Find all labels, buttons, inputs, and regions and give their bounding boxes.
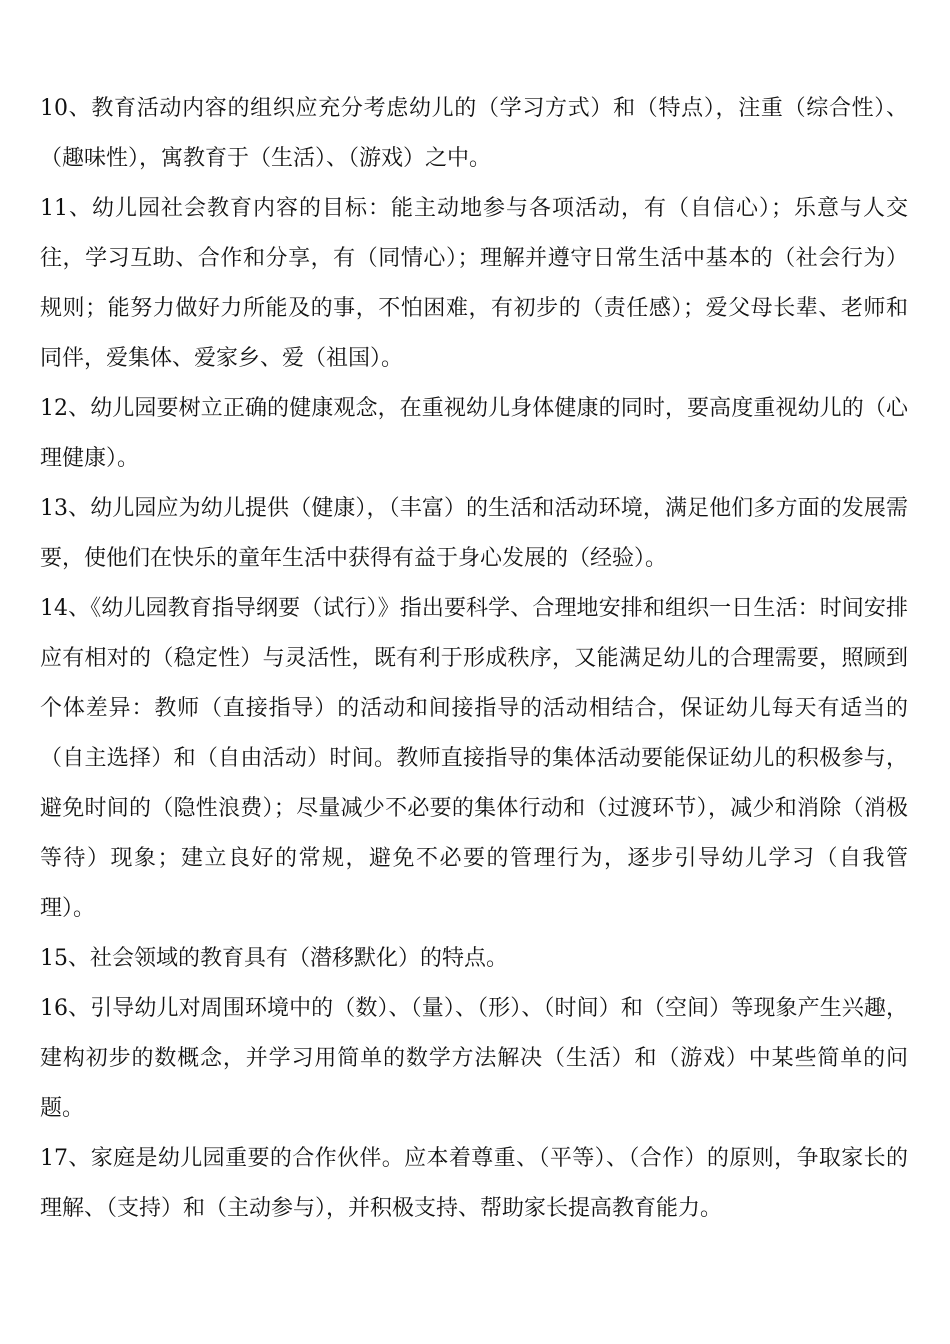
item-11: 11、幼儿园社会教育内容的目标：能主动地参与各项活动，有（自信心）；乐意与人交往，学习互助、合作和分享，有（同情心）；理解并遵守日常生活中基本的（社会行为）规则；能努力做好力所能及的事，不怕困难，有初步的（责任感）；爱父母长辈、老师和同伴，爱集体、爱家乡、爱（祖国）。 bbox=[40, 196, 908, 371]
item-10: 10、教育活动内容的组织应充分考虑幼儿的（学习方式）和（特点），注重（综合性）、（趣味性），寓教育于（生活）、（游戏）之中。 bbox=[40, 96, 908, 171]
item-15: 15、社会领域的教育具有（潜移默化）的特点。 bbox=[40, 946, 508, 971]
item-13: 13、幼儿园应为幼儿提供（健康），（丰富）的生活和活动环境，满足他们多方面的发展需要，使他们在快乐的童年生活中获得有益于身心发展的（经验）。 bbox=[40, 496, 908, 571]
item-12: 12、幼儿园要树立正确的健康观念，在重视幼儿身体健康的同时，要高度重视幼儿的（心理健康）。 bbox=[40, 396, 908, 471]
item-17: 17、家庭是幼儿园重要的合作伙伴。应本着尊重、（平等）、（合作）的原则，争取家长的理解、（支持）和（主动参与），并积极支持、帮助家长提高教育能力。 bbox=[40, 1146, 908, 1221]
item-14: 14、《幼儿园教育指导纲要（试行）》指出要科学、合理地安排和组织一日生活：时间安排应有相对的（稳定性）与灵活性，既有利于形成秩序，又能满足幼儿的合理需要，照顾到个体差异：教师（直接指导）的活动和间接指导的活动相结合，保证幼儿每天有适当的（自主选择）和（自由活动）时间。教师直接指导的集体活动要能保证幼儿的积极参与，避免时间的（隐性浪费）；尽量减少不必要的集体行动和（过渡环节），减少和消除（消极等待）现象；建立良好的常规，避免不必要的管理行为，逐步引导幼儿学习（自我管理）。 bbox=[40, 596, 908, 921]
document-body bbox=[40, 84, 908, 1234]
item-16: 16、引导幼儿对周围环境中的（数）、（量）、（形）、（时间）和（空间）等现象产生兴趣，建构初步的数概念，并学习用简单的数学方法解决（生活）和（游戏）中某些简单的问题。 bbox=[40, 996, 908, 1121]
